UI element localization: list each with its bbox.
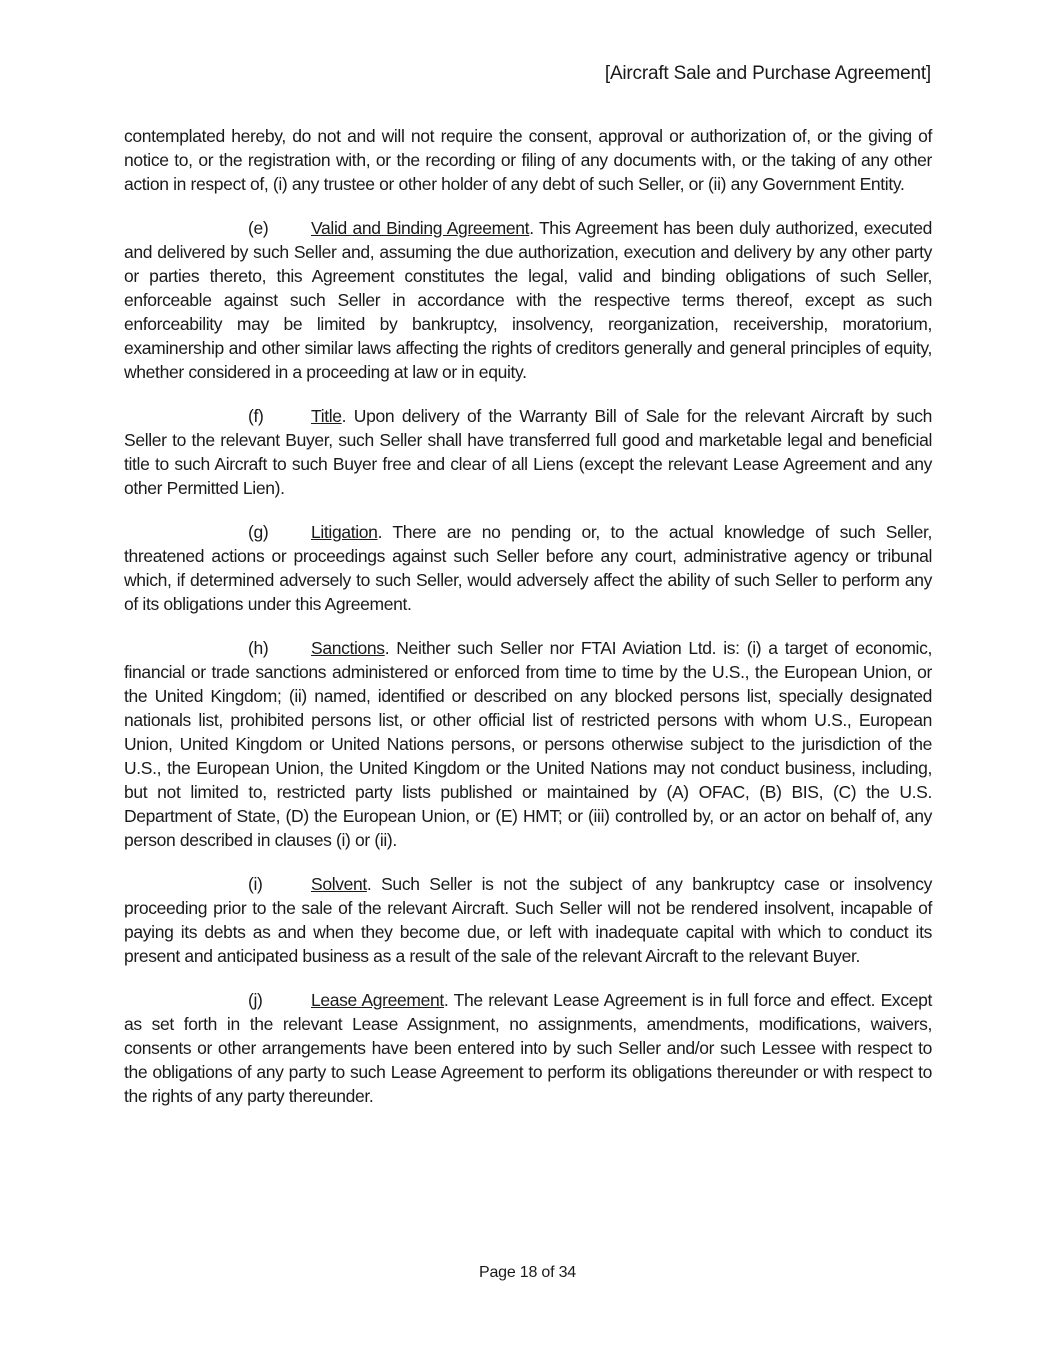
section-j-number: (j) — [248, 990, 263, 1010]
section-e-text: . This Agreement has been duly authorized, executed and delivered by such Seller and, assuming the due authorization, execution and delivery by any other party or parties thereto, this Agreement constitutes the legal, valid and binding obligations of such Seller, enforceable against such Seller in accordance with the respective terms thereof, except as such enforceability may be limited by bankruptcy, insolvency, reorganization, receivership, moratorium, examinership and other similar laws affecting the rights of creditors generally and general principles of equity, whether considered in a proceeding at law or in equity. — [124, 218, 932, 382]
section-i-text: . Such Seller is not the subject of any bankruptcy case or insolvency proceeding prior to the sale of the relevant Aircraft. Such Seller will not be rendered insolvent, incapable of paying its debts as and when they become due, or left with inadequate capital with which to conduct its present and anticipated business as a result of the sale of the relevant Aircraft to the relevant Buyer. — [124, 874, 932, 966]
intro-paragraph: contemplated hereby, do not and will not require the consent, approval or authorization of, or the giving of notice to, or the registration with, or the recording or filing of any documents with, or the taking of any other action in respect of, (i) any trustee or other holder of any debt of such Seller, or (ii) any Government Entity. — [124, 126, 932, 194]
section-e-heading: Valid and Binding Agreement — [311, 218, 530, 238]
section-i-number: (i) — [248, 874, 263, 894]
document-header-title: [Aircraft Sale and Purchase Agreement] — [604, 63, 931, 84]
section-h-number: (h) — [248, 638, 269, 658]
section-f-heading: Title — [311, 406, 342, 426]
document-body — [124, 124, 932, 1128]
section-j-paragraph — [124, 988, 932, 1108]
section-g-number: (g) — [248, 522, 269, 542]
section-h-heading: Sanctions — [311, 638, 385, 658]
section-i-heading: Solvent — [311, 874, 367, 894]
section-g-paragraph — [124, 520, 932, 616]
section-e-paragraph — [124, 216, 932, 384]
section-f-number: (f) — [248, 406, 264, 426]
section-h-text: . Neither such Seller nor FTAI Aviation Ltd. is: (i) a target of economic, financial or trade sanctions administered or enforced from time to time by the U.S., the European Union, or the United Kingdom; (ii) named, identified or described on any blocked persons list, specially designated nationals list, prohibited persons list, or other official list of restricted persons with whom U.S., European Union, United Kingdom or United Nations persons, or persons otherwise subject to the jurisdiction of the U.S., the European Union, the United Kingdom or the United Nations may not conduct business, including, but not limited to, restricted party lists published or maintained by (A) OFAC, (B) BIS, (C) the U.S. Department of State, (D) the European Union, or (E) HMT; or (iii) controlled by, or an actor on behalf of, any person described in clauses (i) or (ii). — [124, 638, 932, 850]
section-g-text: . There are no pending or, to the actual knowledge of such Seller, threatened actions or proceedings against such Seller before any court, administrative agency or tribunal which, if determined adversely to such Seller, would adversely affect the ability of such Seller to perform any of its obligations under this Agreement. — [124, 522, 932, 614]
section-j-text: . The relevant Lease Agreement is in full force and effect. Except as set forth in the relevant Lease Assignment, no assignments, amendments, modifications, waivers, consents or other arrangements have been entered into by such Seller and/or such Lessee with respect to the obligations of any party to such Lease Agreement to perform its obligations thereunder or with respect to the rights of any party thereunder. — [124, 990, 932, 1106]
section-j-heading: Lease Agreement — [311, 990, 444, 1010]
section-f-text: . Upon delivery of the Warranty Bill of Sale for the relevant Aircraft by such Seller to the relevant Buyer, such Seller shall have transferred full good and marketable legal and beneficial title to such Aircraft to such Buyer free and clear of all Liens (except the relevant Lease Agreement and any other Permitted Lien). — [124, 406, 932, 498]
section-f-paragraph — [124, 404, 932, 500]
section-g-heading: Litigation — [311, 522, 378, 542]
section-e-number: (e) — [248, 218, 269, 238]
section-h-paragraph — [124, 636, 932, 852]
section-i-paragraph — [124, 872, 932, 968]
page-number: Page 18 of 34 — [478, 1264, 577, 1281]
